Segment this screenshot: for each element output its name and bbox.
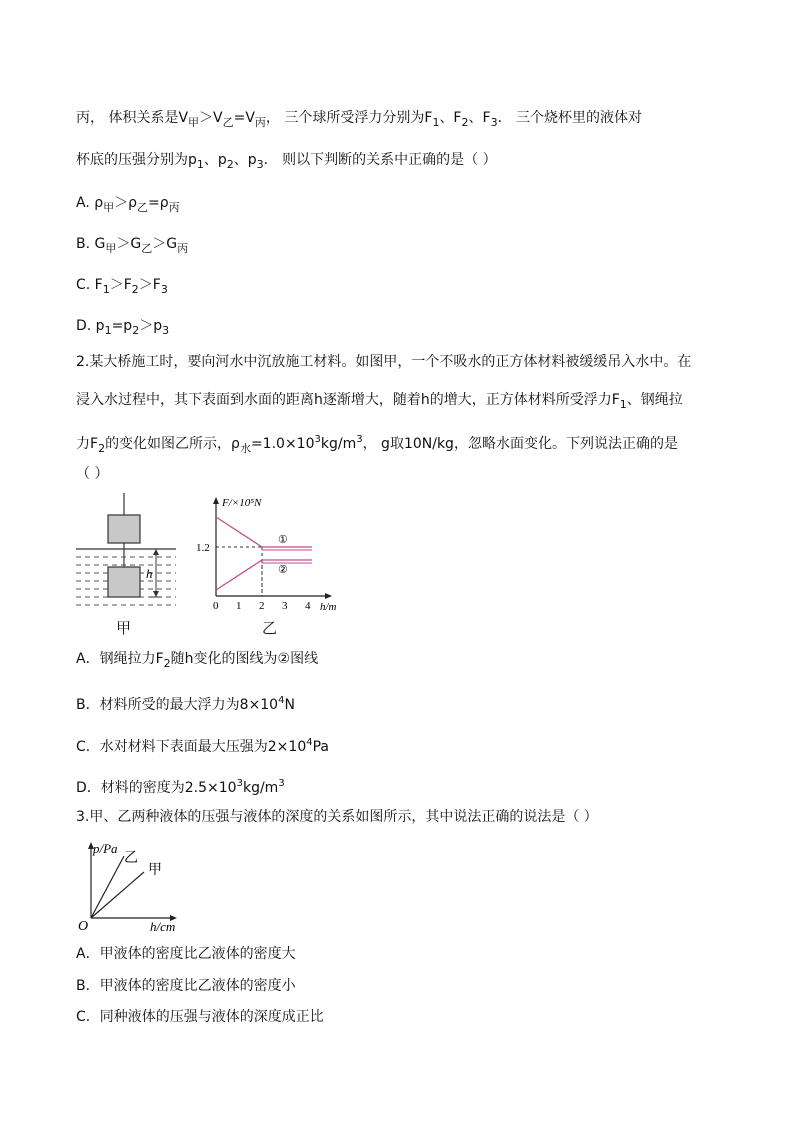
q2-stem-line2	[76, 388, 734, 417]
q1-stem-line2	[76, 148, 734, 177]
text: N	[284, 697, 295, 713]
y-tick-1-2: 1.2	[196, 542, 210, 554]
superscript: 3	[278, 778, 285, 789]
text: A. ρ	[76, 195, 104, 211]
x-tick-0: 0	[213, 600, 219, 612]
text: A．钢绳拉力F	[76, 651, 164, 667]
text: ＞G	[152, 236, 178, 252]
figure-jia-material-in-water	[76, 493, 180, 613]
text: 、p	[233, 152, 257, 168]
subscript: 乙	[141, 242, 153, 255]
q2-option-a	[76, 647, 734, 676]
text: 、p	[203, 152, 227, 168]
text: 、钢绳拉	[626, 392, 683, 408]
material-block-submerged	[108, 567, 140, 597]
text: C．水对材料下表面最大压强为2×10	[76, 739, 307, 755]
subscript: 3	[160, 283, 168, 296]
curve-2-label: ②	[278, 564, 288, 576]
subscript: 水	[239, 442, 251, 455]
text: B．材料所受的最大浮力为8×10	[76, 697, 279, 713]
subscript: 丙	[254, 116, 266, 129]
superscript: 4	[306, 737, 313, 748]
line-jia	[91, 872, 144, 918]
text: ＞F	[138, 277, 161, 293]
subscript: 2	[98, 442, 106, 455]
subscript: 丙	[177, 242, 189, 255]
superscript: 3	[314, 434, 321, 445]
text: 2.某大桥施工时，要向河水中沉放施工材料。如图甲，一个不吸水的正方体材料被缓缓吊入水中。在	[76, 354, 692, 370]
text: =p	[111, 318, 133, 334]
superscript: 4	[278, 695, 285, 706]
text: ， 三个球所受浮力分别为F	[265, 110, 433, 126]
subscript: 3	[256, 158, 264, 171]
text: kg/m	[320, 436, 357, 452]
subscript: 乙	[222, 116, 234, 129]
text: =ρ	[148, 195, 169, 211]
q1-stem-line1	[76, 106, 734, 135]
text: ． 则以下判断的关系中正确的是（ ）	[263, 152, 497, 168]
text: C. F	[76, 277, 103, 293]
subscript: 甲	[103, 201, 115, 214]
q2-stem-line3	[76, 428, 734, 461]
q2-option-d	[76, 772, 734, 800]
h-label: h	[146, 566, 153, 581]
text: 的变化如图乙所示，ρ	[105, 436, 240, 452]
text: kg/m	[242, 780, 279, 796]
text: 、F	[439, 110, 462, 126]
q2-option-b	[76, 689, 734, 717]
text: 杯底的压强分别为p	[76, 152, 197, 168]
figure-yi-caption: 乙	[262, 619, 278, 637]
line-jia-label: 甲	[148, 863, 162, 878]
text: ， g取10N/kg，忽略水面变化。下列说法正确的是	[362, 436, 678, 452]
text: D．材料的密度为2.5×10	[76, 780, 237, 796]
text: B. G	[76, 236, 106, 252]
x-tick-3: 3	[282, 600, 288, 612]
subscript: 1	[196, 158, 204, 171]
text: ＞F	[109, 277, 132, 293]
q2-stem-line1	[76, 350, 734, 374]
text: =1.0×10	[250, 436, 315, 452]
subscript: 2	[226, 158, 234, 171]
q1-option-a	[76, 191, 734, 220]
x-tick-4: 4	[305, 600, 311, 612]
text: ＞p	[139, 318, 163, 334]
text: C．同种液体的压强与液体的深度成正比	[76, 1009, 324, 1025]
q3-option-c	[76, 1005, 734, 1029]
text: ＞G	[116, 236, 142, 252]
figure-yi-force-graph	[192, 494, 352, 614]
text: 力F	[76, 436, 99, 452]
curve-2	[216, 560, 312, 590]
y-axis-label: F/×10⁵N	[222, 497, 262, 509]
subscript: 2	[461, 116, 469, 129]
y-axis-label: p/Pa	[93, 841, 118, 856]
subscript: 2	[131, 283, 139, 296]
text: 随h变化的图线为②图线	[170, 651, 319, 667]
text: Pa	[312, 739, 330, 755]
text: ＞ρ	[114, 195, 138, 211]
x-axis-label: h/cm	[150, 919, 176, 934]
text: D. p	[76, 318, 105, 334]
line-yi-label: 乙	[124, 851, 138, 866]
origin-label: O	[78, 919, 89, 934]
text: 3.甲、乙两种液体的压强与液体的深度的关系如图所示，其中说法正确的说法是（ ）	[76, 809, 598, 825]
subscript: 丙	[168, 201, 180, 214]
curve-1-label: ①	[278, 534, 288, 546]
subscript: 1	[102, 283, 110, 296]
subscript: 3	[490, 116, 498, 129]
subscript: 乙	[137, 201, 149, 214]
curve-1	[216, 517, 312, 547]
text: 丙， 体积关系是V	[76, 110, 189, 126]
figure-jia-caption: 甲	[116, 619, 132, 637]
x-tick-1: 1	[236, 600, 242, 612]
q1-option-c	[76, 273, 734, 302]
subscript: 1	[432, 116, 440, 129]
subscript: 1	[104, 324, 112, 337]
material-block-above	[108, 515, 140, 543]
line-yi	[91, 856, 124, 918]
figure-q3-pressure-depth-graph	[74, 836, 190, 934]
text: （ ）	[76, 466, 109, 482]
subscript: 甲	[188, 116, 200, 129]
subscript: 2	[163, 657, 171, 670]
x-axis-label: h/m	[320, 601, 337, 613]
superscript: 3	[236, 778, 243, 789]
x-tick-2: 2	[259, 600, 265, 612]
subscript: 甲	[105, 242, 117, 255]
q2-option-c	[76, 731, 734, 759]
q1-option-d	[76, 314, 734, 343]
q3-option-a	[76, 942, 734, 966]
q1-option-b	[76, 232, 734, 261]
subscript: 1	[619, 398, 627, 411]
text: 、F	[468, 110, 491, 126]
text: ． 三个烧杯里的液体对	[497, 110, 643, 126]
text: B．甲液体的密度比乙液体的密度小	[76, 978, 296, 994]
subscript: 3	[162, 324, 170, 337]
q3-stem-line1	[76, 805, 734, 829]
text: ＞V	[199, 110, 223, 126]
superscript: 3	[356, 434, 363, 445]
text: 浸入水过程中，其下表面到水面的距离h逐渐增大，随着h的增大，正方体材料所受浮力F	[76, 392, 620, 408]
text: A．甲液体的密度比乙液体的密度大	[76, 946, 296, 962]
q2-stem-line4	[76, 462, 734, 486]
subscript: 2	[132, 324, 140, 337]
q3-option-b	[76, 974, 734, 998]
text: =V	[233, 110, 255, 126]
